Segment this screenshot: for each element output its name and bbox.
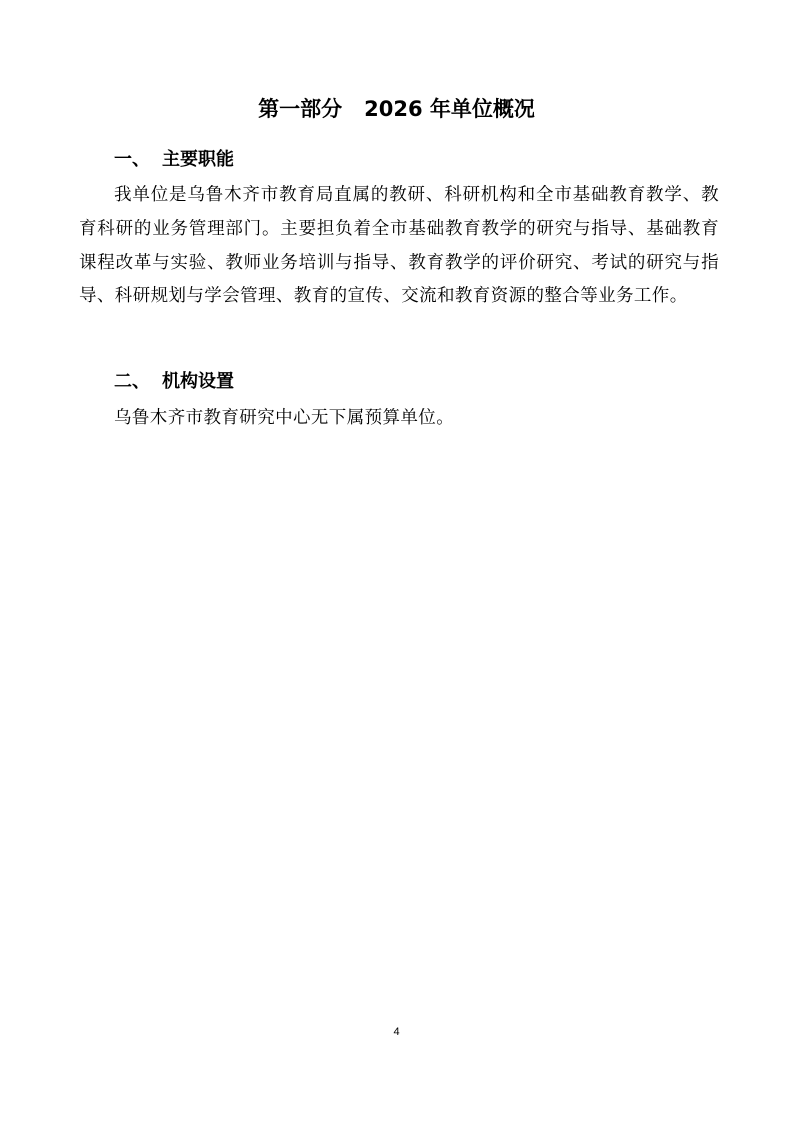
page-number: 4 [393, 1026, 400, 1038]
section-body-functions: 我单位是乌鲁木齐市教育局直属的教研、科研机构和全市基础教育教学、教育科研的业务管理部门。主要担负着全市基础教育教学的研究与指导、基础教育课程改革与实验、教师业务培训与指导、教育教学的评价研究、考试的研究与指导、科研规划与学会管理、教育的宣传、交流和教育资源的整合等业务工作。 [79, 185, 719, 307]
section-heading-functions [114, 146, 234, 174]
section-heading-text: 主要职能 [162, 149, 234, 170]
section-body-structure: 乌鲁木齐市教育研究中心无下属预算单位。 [114, 408, 455, 428]
section-heading-text: 机构设置 [162, 371, 234, 392]
page-title [0, 94, 793, 124]
section-heading-structure [114, 368, 234, 396]
section-number: 二、 [114, 371, 150, 392]
title-main: 2026 年单位概况 [364, 97, 535, 121]
section-number: 一、 [114, 149, 150, 170]
title-part: 第一部分 [258, 97, 343, 121]
